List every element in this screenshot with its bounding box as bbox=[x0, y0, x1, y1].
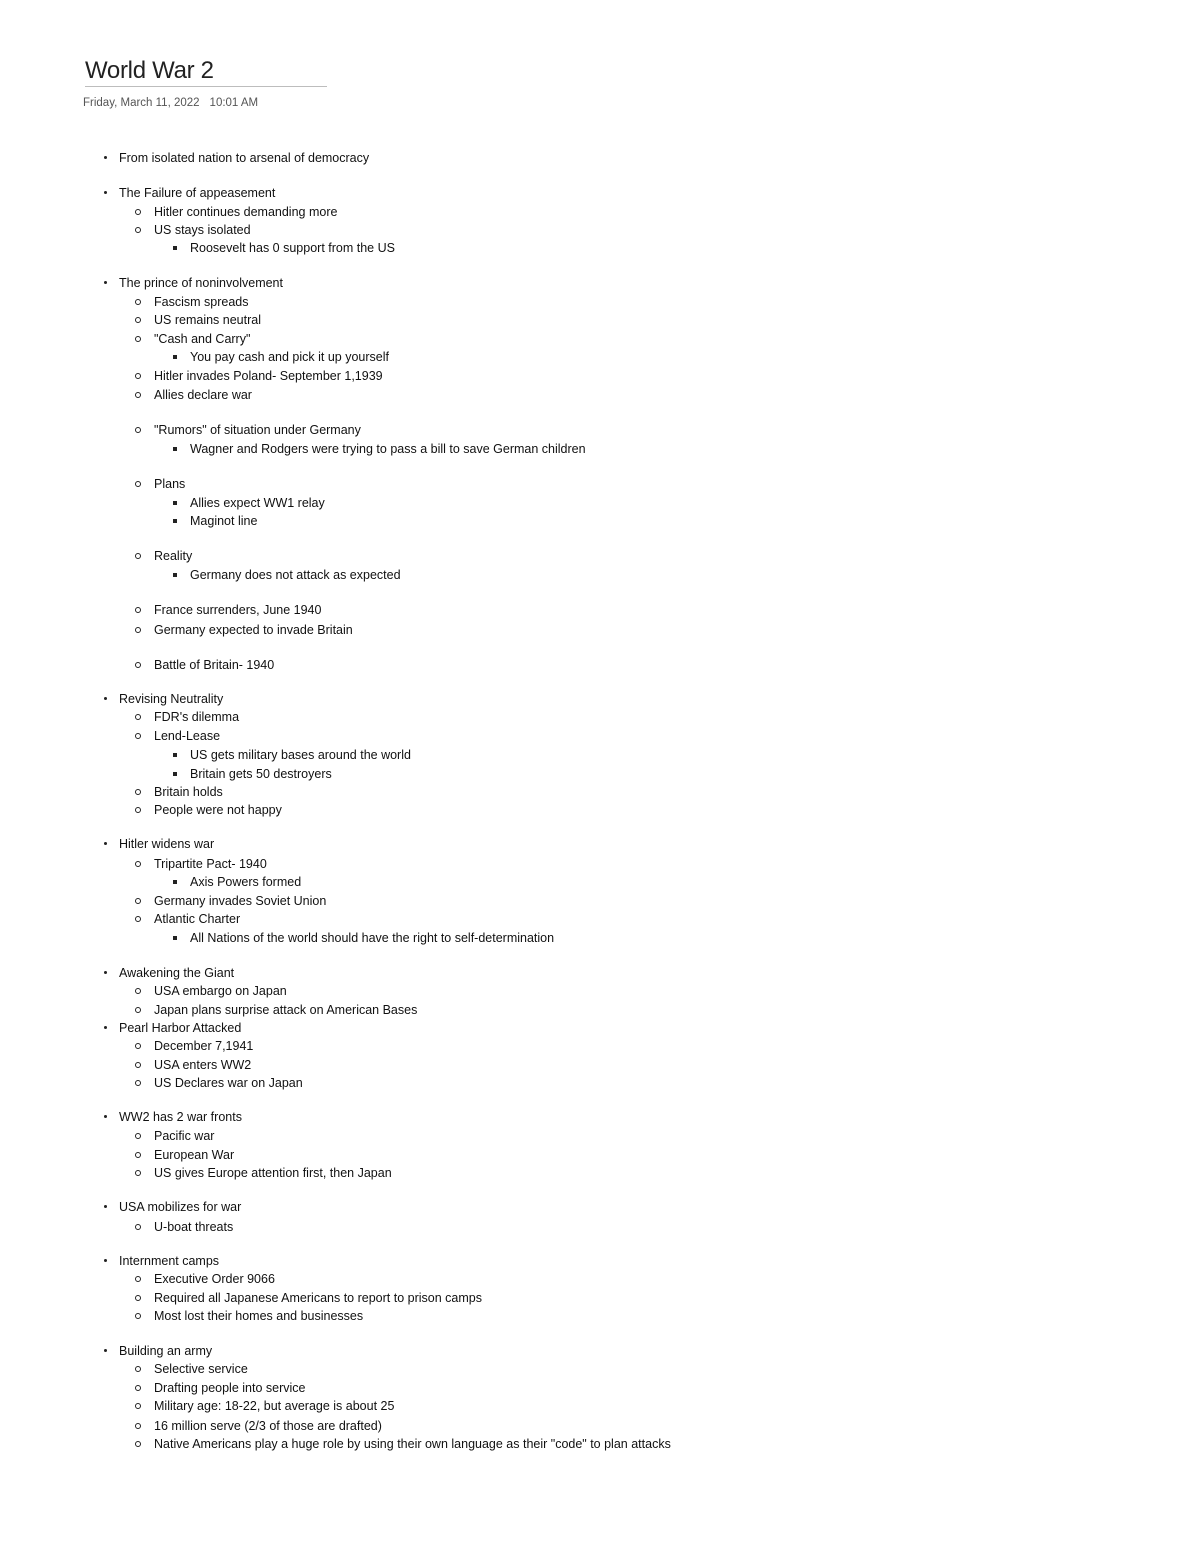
list-item bbox=[190, 874, 301, 890]
circle-bullet-icon bbox=[135, 861, 141, 867]
list-item bbox=[190, 747, 411, 763]
list-item-text: USA mobilizes for war bbox=[119, 1200, 242, 1214]
title-underline bbox=[85, 86, 327, 87]
list-item-text: From isolated nation to arsenal of democracy bbox=[119, 151, 370, 165]
list-item bbox=[154, 893, 326, 909]
circle-bullet-icon bbox=[135, 1007, 141, 1013]
list-item bbox=[154, 709, 239, 725]
list-item-text: "Cash and Carry" bbox=[154, 332, 251, 346]
list-item-text: Selective service bbox=[154, 1362, 248, 1376]
circle-bullet-icon bbox=[135, 1224, 141, 1230]
list-item bbox=[154, 312, 261, 328]
circle-bullet-icon bbox=[135, 227, 141, 233]
bullet-icon bbox=[104, 697, 107, 700]
list-item bbox=[154, 1308, 363, 1324]
list-item-text: Fascism spreads bbox=[154, 295, 249, 309]
list-item bbox=[154, 802, 282, 818]
list-item-text: Internment camps bbox=[119, 1254, 220, 1268]
list-item bbox=[119, 691, 223, 707]
list-item bbox=[119, 1253, 219, 1269]
circle-bullet-icon bbox=[135, 392, 141, 398]
list-item-text: Executive Order 9066 bbox=[154, 1272, 275, 1286]
square-bullet-icon bbox=[173, 355, 177, 359]
bullet-icon bbox=[104, 1259, 107, 1262]
list-item bbox=[154, 1398, 394, 1414]
list-item-text: France surrenders, June 1940 bbox=[154, 603, 322, 617]
list-item bbox=[119, 1109, 242, 1125]
circle-bullet-icon bbox=[135, 553, 141, 559]
list-item bbox=[154, 983, 287, 999]
list-item-text: US gives Europe attention first, then Japan bbox=[154, 1166, 392, 1180]
list-item-text: "Rumors" of situation under Germany bbox=[154, 423, 361, 437]
list-item bbox=[190, 766, 332, 782]
list-item-text: Maginot line bbox=[190, 514, 258, 528]
list-item-text: Awakening the Giant bbox=[119, 966, 235, 980]
list-item bbox=[154, 856, 267, 872]
circle-bullet-icon bbox=[135, 481, 141, 487]
square-bullet-icon bbox=[173, 880, 177, 884]
list-item-text: Germany invades Soviet Union bbox=[154, 894, 327, 908]
list-item-text: Pearl Harbor Attacked bbox=[119, 1021, 242, 1035]
list-item bbox=[154, 602, 321, 618]
list-item-text: Pacific war bbox=[154, 1129, 215, 1143]
circle-bullet-icon bbox=[135, 789, 141, 795]
list-item-text: Battle of Britain- 1940 bbox=[154, 658, 275, 672]
circle-bullet-icon bbox=[135, 1062, 141, 1068]
list-item bbox=[119, 1199, 241, 1215]
circle-bullet-icon bbox=[135, 1133, 141, 1139]
list-item bbox=[119, 1343, 212, 1359]
list-item-text: Roosevelt has 0 support from the US bbox=[190, 241, 395, 255]
list-item bbox=[154, 728, 220, 744]
list-item bbox=[190, 513, 257, 529]
list-item bbox=[154, 1128, 214, 1144]
circle-bullet-icon bbox=[135, 427, 141, 433]
circle-bullet-icon bbox=[135, 1403, 141, 1409]
bullet-icon bbox=[104, 191, 107, 194]
list-item-text: You pay cash and pick it up yourself bbox=[190, 350, 389, 364]
list-item bbox=[154, 1147, 234, 1163]
list-item-text: Native Americans play a huge role by using their own language as their "code" to plan attacks bbox=[154, 1437, 671, 1451]
list-item bbox=[154, 1002, 417, 1018]
circle-bullet-icon bbox=[135, 1385, 141, 1391]
list-item-text: Hitler invades Poland- September 1,1939 bbox=[154, 369, 383, 383]
list-item-text: Most lost their homes and businesses bbox=[154, 1309, 364, 1323]
circle-bullet-icon bbox=[135, 988, 141, 994]
circle-bullet-icon bbox=[135, 1441, 141, 1447]
list-item-text: Military age: 18-22, but average is about 25 bbox=[154, 1399, 395, 1413]
square-bullet-icon bbox=[173, 772, 177, 776]
page-date: Friday, March 11, 2022 bbox=[83, 97, 200, 109]
list-item bbox=[154, 387, 252, 403]
square-bullet-icon bbox=[173, 501, 177, 505]
list-item bbox=[154, 1361, 248, 1377]
list-item bbox=[154, 476, 185, 492]
circle-bullet-icon bbox=[135, 1313, 141, 1319]
circle-bullet-icon bbox=[135, 607, 141, 613]
list-item-text: December 7,1941 bbox=[154, 1039, 254, 1053]
list-item bbox=[154, 1038, 253, 1054]
list-item-text: Lend-Lease bbox=[154, 729, 221, 743]
list-item-text: Drafting people into service bbox=[154, 1381, 306, 1395]
list-item-text: All Nations of the world should have the right to self-determination bbox=[190, 931, 555, 945]
list-item bbox=[154, 548, 192, 564]
circle-bullet-icon bbox=[135, 1366, 141, 1372]
circle-bullet-icon bbox=[135, 1276, 141, 1282]
bullet-icon bbox=[104, 156, 107, 159]
list-item bbox=[119, 836, 214, 852]
list-item bbox=[154, 204, 337, 220]
circle-bullet-icon bbox=[135, 373, 141, 379]
square-bullet-icon bbox=[173, 753, 177, 757]
bullet-icon bbox=[104, 281, 107, 284]
circle-bullet-icon bbox=[135, 1170, 141, 1176]
list-item bbox=[154, 1290, 482, 1306]
list-item-text: Britain gets 50 destroyers bbox=[190, 767, 332, 781]
list-item-text: Wagner and Rodgers were trying to pass a bill to save German children bbox=[190, 442, 586, 456]
list-item bbox=[190, 930, 554, 946]
circle-bullet-icon bbox=[135, 898, 141, 904]
list-item-text: Allies expect WW1 relay bbox=[190, 496, 325, 510]
circle-bullet-icon bbox=[135, 916, 141, 922]
list-item-text: US remains neutral bbox=[154, 313, 261, 327]
circle-bullet-icon bbox=[135, 807, 141, 813]
circle-bullet-icon bbox=[135, 1423, 141, 1429]
list-item-text: U-boat threats bbox=[154, 1220, 234, 1234]
bullet-icon bbox=[104, 1026, 107, 1029]
page-timestamp bbox=[83, 96, 258, 110]
list-item-text: Hitler widens war bbox=[119, 837, 215, 851]
list-item bbox=[154, 222, 251, 238]
list-item bbox=[154, 294, 248, 310]
list-item-text: WW2 has 2 war fronts bbox=[119, 1110, 242, 1124]
list-item-text: Germany does not attack as expected bbox=[190, 568, 401, 582]
bullet-icon bbox=[104, 1349, 107, 1352]
list-item bbox=[119, 965, 234, 981]
list-item bbox=[119, 150, 369, 166]
list-item-text: USA enters WW2 bbox=[154, 1058, 252, 1072]
list-item bbox=[154, 657, 274, 673]
square-bullet-icon bbox=[173, 246, 177, 250]
list-item bbox=[154, 784, 223, 800]
list-item-text: European War bbox=[154, 1148, 235, 1162]
list-item-text: Building an army bbox=[119, 1344, 213, 1358]
circle-bullet-icon bbox=[135, 317, 141, 323]
circle-bullet-icon bbox=[135, 336, 141, 342]
list-item-text: 16 million serve (2/3 of those are drafted) bbox=[154, 1419, 382, 1433]
square-bullet-icon bbox=[173, 519, 177, 523]
list-item bbox=[119, 185, 275, 201]
list-item-text: Britain holds bbox=[154, 785, 223, 799]
list-item bbox=[190, 441, 586, 457]
circle-bullet-icon bbox=[135, 627, 141, 633]
circle-bullet-icon bbox=[135, 714, 141, 720]
list-item-text: Axis Powers formed bbox=[190, 875, 302, 889]
list-item bbox=[154, 1219, 233, 1235]
list-item bbox=[119, 1020, 241, 1036]
list-item bbox=[190, 349, 389, 365]
list-item bbox=[154, 1271, 275, 1287]
list-item bbox=[154, 1380, 305, 1396]
list-item-text: Revising Neutrality bbox=[119, 692, 224, 706]
list-item bbox=[154, 1165, 392, 1181]
list-item-text: The Failure of appeasement bbox=[119, 186, 276, 200]
list-item-text: US gets military bases around the world bbox=[190, 748, 411, 762]
list-item bbox=[154, 422, 361, 438]
circle-bullet-icon bbox=[135, 1152, 141, 1158]
list-item-text: Required all Japanese Americans to report to prison camps bbox=[154, 1291, 482, 1305]
list-item-text: People were not happy bbox=[154, 803, 282, 817]
page-title: World War 2 bbox=[85, 57, 214, 84]
circle-bullet-icon bbox=[135, 1295, 141, 1301]
square-bullet-icon bbox=[173, 573, 177, 577]
circle-bullet-icon bbox=[135, 299, 141, 305]
circle-bullet-icon bbox=[135, 733, 141, 739]
list-item-text: Japan plans surprise attack on American Bases bbox=[154, 1003, 418, 1017]
list-item bbox=[154, 1436, 674, 1452]
list-item-text: Germany expected to invade Britain bbox=[154, 623, 353, 637]
list-item-text: Plans bbox=[154, 477, 186, 491]
list-item-text: US Declares war on Japan bbox=[154, 1076, 303, 1090]
bullet-icon bbox=[104, 842, 107, 845]
circle-bullet-icon bbox=[135, 209, 141, 215]
list-item bbox=[154, 1057, 251, 1073]
list-item-text: Allies declare war bbox=[154, 388, 252, 402]
bullet-icon bbox=[104, 1205, 107, 1208]
list-item bbox=[154, 1418, 382, 1434]
page-time: 10:01 AM bbox=[209, 97, 259, 109]
circle-bullet-icon bbox=[135, 1043, 141, 1049]
list-item bbox=[154, 911, 240, 927]
list-item bbox=[154, 1075, 303, 1091]
list-item bbox=[190, 567, 401, 583]
bullet-icon bbox=[104, 1115, 107, 1118]
list-item-text: FDR's dilemma bbox=[154, 710, 240, 724]
list-item bbox=[190, 495, 325, 511]
list-item-text: US stays isolated bbox=[154, 223, 251, 237]
list-item-text: Reality bbox=[154, 549, 193, 563]
square-bullet-icon bbox=[173, 447, 177, 451]
circle-bullet-icon bbox=[135, 662, 141, 668]
list-item bbox=[154, 331, 250, 347]
list-item-text: The prince of noninvolvement bbox=[119, 276, 283, 290]
list-item-text: Atlantic Charter bbox=[154, 912, 241, 926]
circle-bullet-icon bbox=[135, 1080, 141, 1086]
list-item bbox=[154, 622, 353, 638]
list-item-text: USA embargo on Japan bbox=[154, 984, 287, 998]
square-bullet-icon bbox=[173, 936, 177, 940]
bullet-icon bbox=[104, 971, 107, 974]
list-item-text: Hitler continues demanding more bbox=[154, 205, 338, 219]
list-item-text: Tripartite Pact- 1940 bbox=[154, 857, 267, 871]
list-item bbox=[154, 368, 383, 384]
list-item bbox=[119, 275, 283, 291]
list-item bbox=[190, 240, 395, 256]
